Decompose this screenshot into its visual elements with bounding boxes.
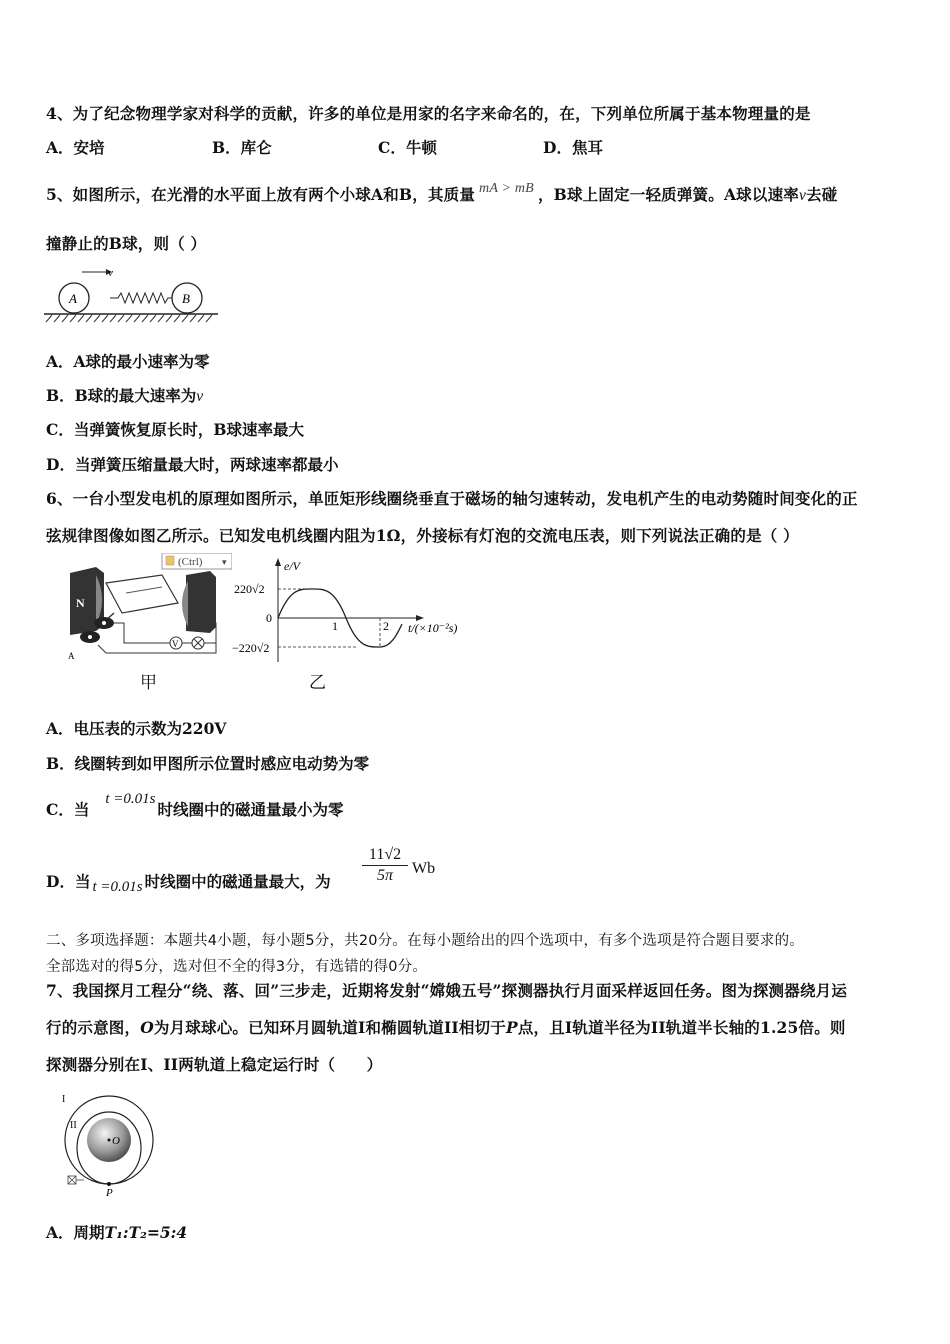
q5-v: v <box>798 187 807 204</box>
section2-line2: 全部选对的得5分，选对但不全的得3分，有选错的得0分。 <box>46 959 428 975</box>
q7-stem-line2 <box>46 1016 846 1038</box>
figure-jia-caption: 甲 <box>140 673 157 693</box>
orbit-2-label: II <box>70 1120 77 1131</box>
q7-o: O <box>140 1018 154 1037</box>
x-axis-label: t/(×10⁻²s) <box>408 621 458 635</box>
q5-option-b <box>46 384 203 406</box>
q5-stem-part1: 5、如图所示，在光滑的水平面上放有两个小球A和B，其质量 <box>46 185 476 204</box>
fraction-denominator: 5π <box>376 867 393 884</box>
y-axis-arrow <box>275 558 281 566</box>
q7-stem-line2-b: 为月球球心。已知环月圆轨道I和椭圆轨道II相切于 <box>153 1018 506 1037</box>
q6-option-d-post: 时线圈中的磁通量最大，为 <box>144 872 331 891</box>
q7-stem-line3: 探测器分别在I、II两轨道上稳定运行时（ ） <box>46 1055 383 1074</box>
orbit-1-label: I <box>62 1094 66 1105</box>
q5-option-b-v: v <box>196 388 204 405</box>
q4-stem: 4、为了纪念物理学家对科学的贡献，许多的单位是用家的名字来命名的，在，下列单位所属于基本物理量的是 <box>46 104 811 123</box>
q5-stem-line1 <box>46 183 837 205</box>
q5-option-b-text: B．B球的最大速率为 <box>46 386 197 405</box>
q6-option-d-pre: D．当 <box>46 872 91 891</box>
q6-option-d-unit: Wb <box>412 860 436 877</box>
q4-option-a: A．安培 <box>46 138 105 157</box>
q5-mass-expr: mA > mB <box>479 181 534 196</box>
q4-option-d: D．焦耳 <box>543 138 603 157</box>
orbit-figure <box>56 1090 160 1198</box>
q6-option-c <box>46 791 344 820</box>
figure-yi-caption: 乙 <box>309 673 326 693</box>
q7-stem-line1: 7、我国探月工程分“绕、落、回”三步走，近期将发射“嫦娥五号”探测器执行月面采样返回任务。图为探测器绕月运 <box>46 981 848 1000</box>
tick-1-label: 1 <box>332 619 338 633</box>
q7-option-a-expr: T₁:T₂=5:4 <box>104 1223 188 1242</box>
q7-stem-line2-a: 行的示意图， <box>46 1018 141 1037</box>
spring <box>110 293 172 303</box>
q5-option-d: D．当弹簧压缩量最大时，两球速率都最小 <box>46 455 339 474</box>
q6-option-b: B．线圈转到如甲图所示位置时感应电动势为零 <box>46 754 370 773</box>
ctrl-dropdown-icon: ▾ <box>222 557 227 567</box>
q6-option-c-pre: C．当 <box>46 800 90 819</box>
magnet-s <box>186 571 216 633</box>
coil <box>106 575 178 613</box>
ball-a-label: A <box>69 291 77 306</box>
coil-axis <box>126 587 162 593</box>
fraction-bar <box>362 865 408 866</box>
y-axis-label: e/V <box>284 559 300 573</box>
q7-option-a-pre: A．周期 <box>46 1223 105 1242</box>
origin-label: 0 <box>266 611 272 625</box>
ground-hatching <box>46 315 212 322</box>
brush-1 <box>102 621 106 625</box>
magnet-s-face <box>182 581 188 627</box>
q7-p: P <box>505 1018 518 1037</box>
clipboard-icon <box>166 556 174 565</box>
q6-option-c-math: t =0.01s <box>105 791 156 807</box>
q4-option-c: C．牛顿 <box>378 138 437 157</box>
point-p-dot <box>107 1182 111 1186</box>
n-label: N <box>76 596 85 610</box>
emf-graph <box>232 558 478 664</box>
q6-option-d <box>46 870 331 895</box>
generator-figure <box>66 553 232 661</box>
probe-icon <box>68 1176 84 1184</box>
q6-option-d-math: t =0.01s <box>92 879 143 895</box>
terminal-label: A <box>68 651 75 661</box>
brush-2 <box>88 635 92 639</box>
q5-option-a: A．A球的最小速率为零 <box>46 352 210 371</box>
q6-option-d-fraction <box>362 846 408 885</box>
moon-center-dot <box>108 1139 111 1142</box>
center-label: O <box>112 1135 120 1147</box>
q5-option-c: C．当弹簧恢复原长时，B球速率最大 <box>46 420 304 439</box>
q7-option-a <box>46 1221 187 1243</box>
fraction-numerator: 11√2 <box>368 846 402 863</box>
ctrl-label: (Ctrl) <box>178 556 203 568</box>
q5-figure <box>42 262 222 328</box>
velocity-label: v <box>108 267 113 279</box>
y-min-label: −220√2 <box>232 641 270 655</box>
ball-b-label: B <box>182 291 190 306</box>
q7-stem-line2-c: 点，且I轨道半径为II轨道半长轴的1.25倍。则 <box>517 1018 846 1037</box>
voltmeter-symbol: V <box>172 639 179 649</box>
q4-option-b: B．库仑 <box>212 138 272 157</box>
q5-stem-line2: 撞静止的B球，则（ ） <box>46 234 207 253</box>
section2-line1: 二、多项选择题：本题共4小题，每小题5分，共20分。在每小题给出的四个选项中，有多个选项是符合题目要求的。 <box>46 933 804 949</box>
q5-stem-part2: ，B球上固定一轻质弹簧。A球以速率 <box>537 185 799 204</box>
q5-stem-part3: 去碰 <box>806 185 838 204</box>
tick-2-label: 2 <box>383 619 389 633</box>
y-max-label: 220√2 <box>234 582 265 596</box>
q6-option-a: A．电压表的示数为220V <box>46 719 227 738</box>
q6-stem-line1: 6、一台小型发电机的原理如图所示，单匝矩形线圈绕垂直于磁场的轴匀速转动，发电机产生的电动势随时间变化的正 <box>46 489 858 508</box>
q6-option-c-post: 时线圈中的磁通量最小为零 <box>157 800 344 819</box>
q6-stem-line2: 弦规律图像如图乙所示。已知发电机线圈内阻为1Ω，外接标有灯泡的交流电压表，则下列说法正确的是（ ） <box>46 526 799 545</box>
point-p-label: P <box>106 1187 113 1198</box>
